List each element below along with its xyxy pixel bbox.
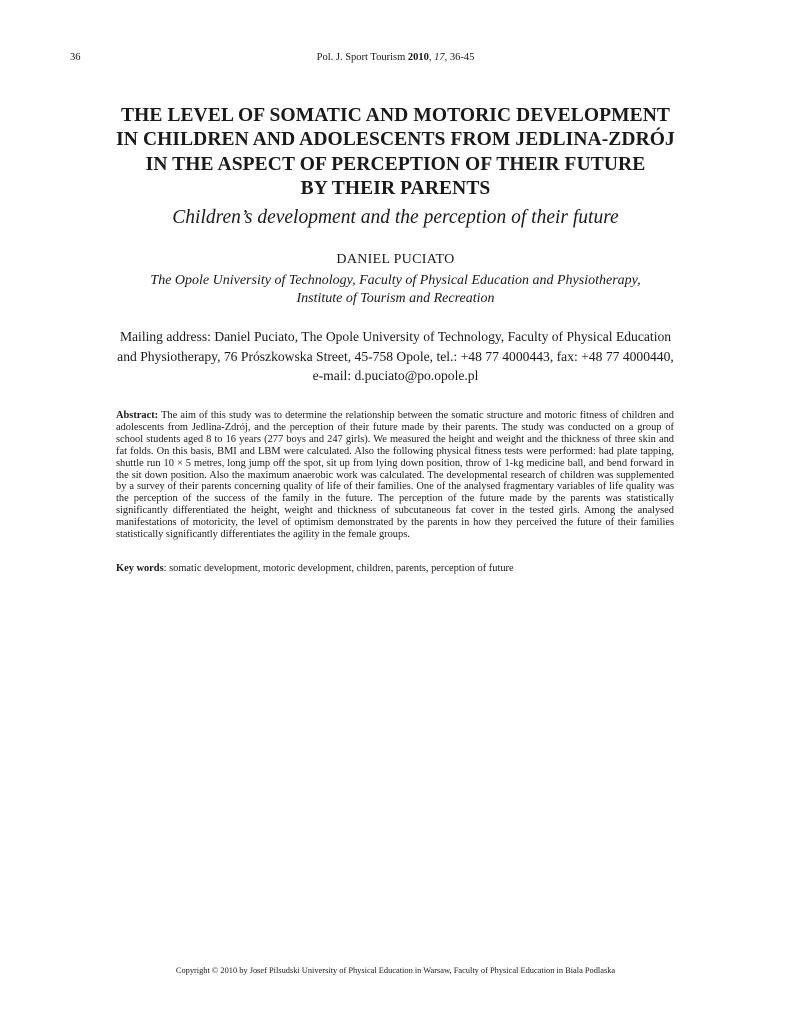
title-line: IN THE ASPECT OF PERCEPTION OF THEIR FUTURE xyxy=(145,153,646,175)
running-header xyxy=(0,52,791,66)
paper-title xyxy=(60,104,731,201)
abstract xyxy=(116,410,674,541)
abstract-paragraph xyxy=(116,410,674,541)
keywords-label: Key words xyxy=(116,563,164,574)
journal-reference xyxy=(0,52,791,63)
title-line: THE LEVEL OF SOMATIC AND MOTORIC DEVELOPMENT xyxy=(120,105,671,126)
page-number: 36 xyxy=(70,52,81,63)
journal-sep: , xyxy=(428,52,435,63)
mailing-address xyxy=(50,327,741,386)
journal-name: Pol. J. Sport Tourism xyxy=(316,52,408,63)
title-line: BY THEIR PARENTS xyxy=(300,177,491,199)
abstract-text: The aim of this study was to determine the relationship between the somatic structure and motoric fitness of children and adolescents from Jedlina-Zdrój, and the perception of their future made by their parents. The study was conducted on a group of school students aged 8 to 16 years (277 boys and 247 girls). We measured the height and weight and the thickness of three skin and fat folds. On this basis, BMI and LBM were calculated. Also the following physical fitness tests were performed: had plate tapping, shuttle run 10 × 5 metres, long jump off the spot, sit up from lying down position, throw of 1-kg medicine ball, and bend forward in the sit down position. Also the maximum anaerobic work was calculated. The developmental research of children was supplemented by a survey of their parents concerning quality of life of their families. One of the analysed fragmentary variables of life quality was the perception of the success of the family in the future. The perception of the future made by the parents was statistically significantly differentiated the height, weight and thickness of subcutaneous fat cover in the tested girls. Among the analysed manifestations of motoricity, the level of optimism demonstrated by the parents in how they perceived the future of their families statistically significantly differentiates the agility in the female groups. xyxy=(116,410,674,541)
keywords xyxy=(116,563,674,575)
journal-year: 2010 xyxy=(407,52,429,63)
author-name: DANIEL PUCIATO xyxy=(336,252,455,267)
mailing-line: and Physiotherapy, 76 Prószkowska Street, 45-758 Opole, tel.: +48 77 4000443, fax: +48 77 4000440, xyxy=(117,348,674,364)
affiliation-line: Institute of Tourism and Recreation xyxy=(296,291,495,306)
copyright-footer: Copyright © 2010 by Josef Pilsudski University of Physical Education in Warsaw, Faculty of Physical Education in Biala Podlaska xyxy=(175,966,616,975)
author-affiliation xyxy=(60,272,731,308)
title-line: IN CHILDREN AND ADOLESCENTS FROM JEDLINA-ZDRÓJ xyxy=(116,129,675,151)
affiliation-line: The Opole University of Technology, Faculty of Physical Education and Physiotherapy, xyxy=(150,273,641,288)
mailing-line: e-mail: d.puciato@po.opole.pl xyxy=(312,368,479,383)
keywords-text: : somatic development, motoric development, children, parents, perception of future xyxy=(163,563,514,574)
abstract-label: Abstract: xyxy=(116,410,159,421)
journal-volume: 17 xyxy=(434,52,445,63)
journal-pages: , 36-45 xyxy=(444,52,475,63)
mailing-line: Mailing address: Daniel Puciato, The Opole University of Technology, Faculty of Physical Education xyxy=(119,329,672,344)
paper-subtitle: Children’s development and the perception of their future xyxy=(172,207,619,228)
